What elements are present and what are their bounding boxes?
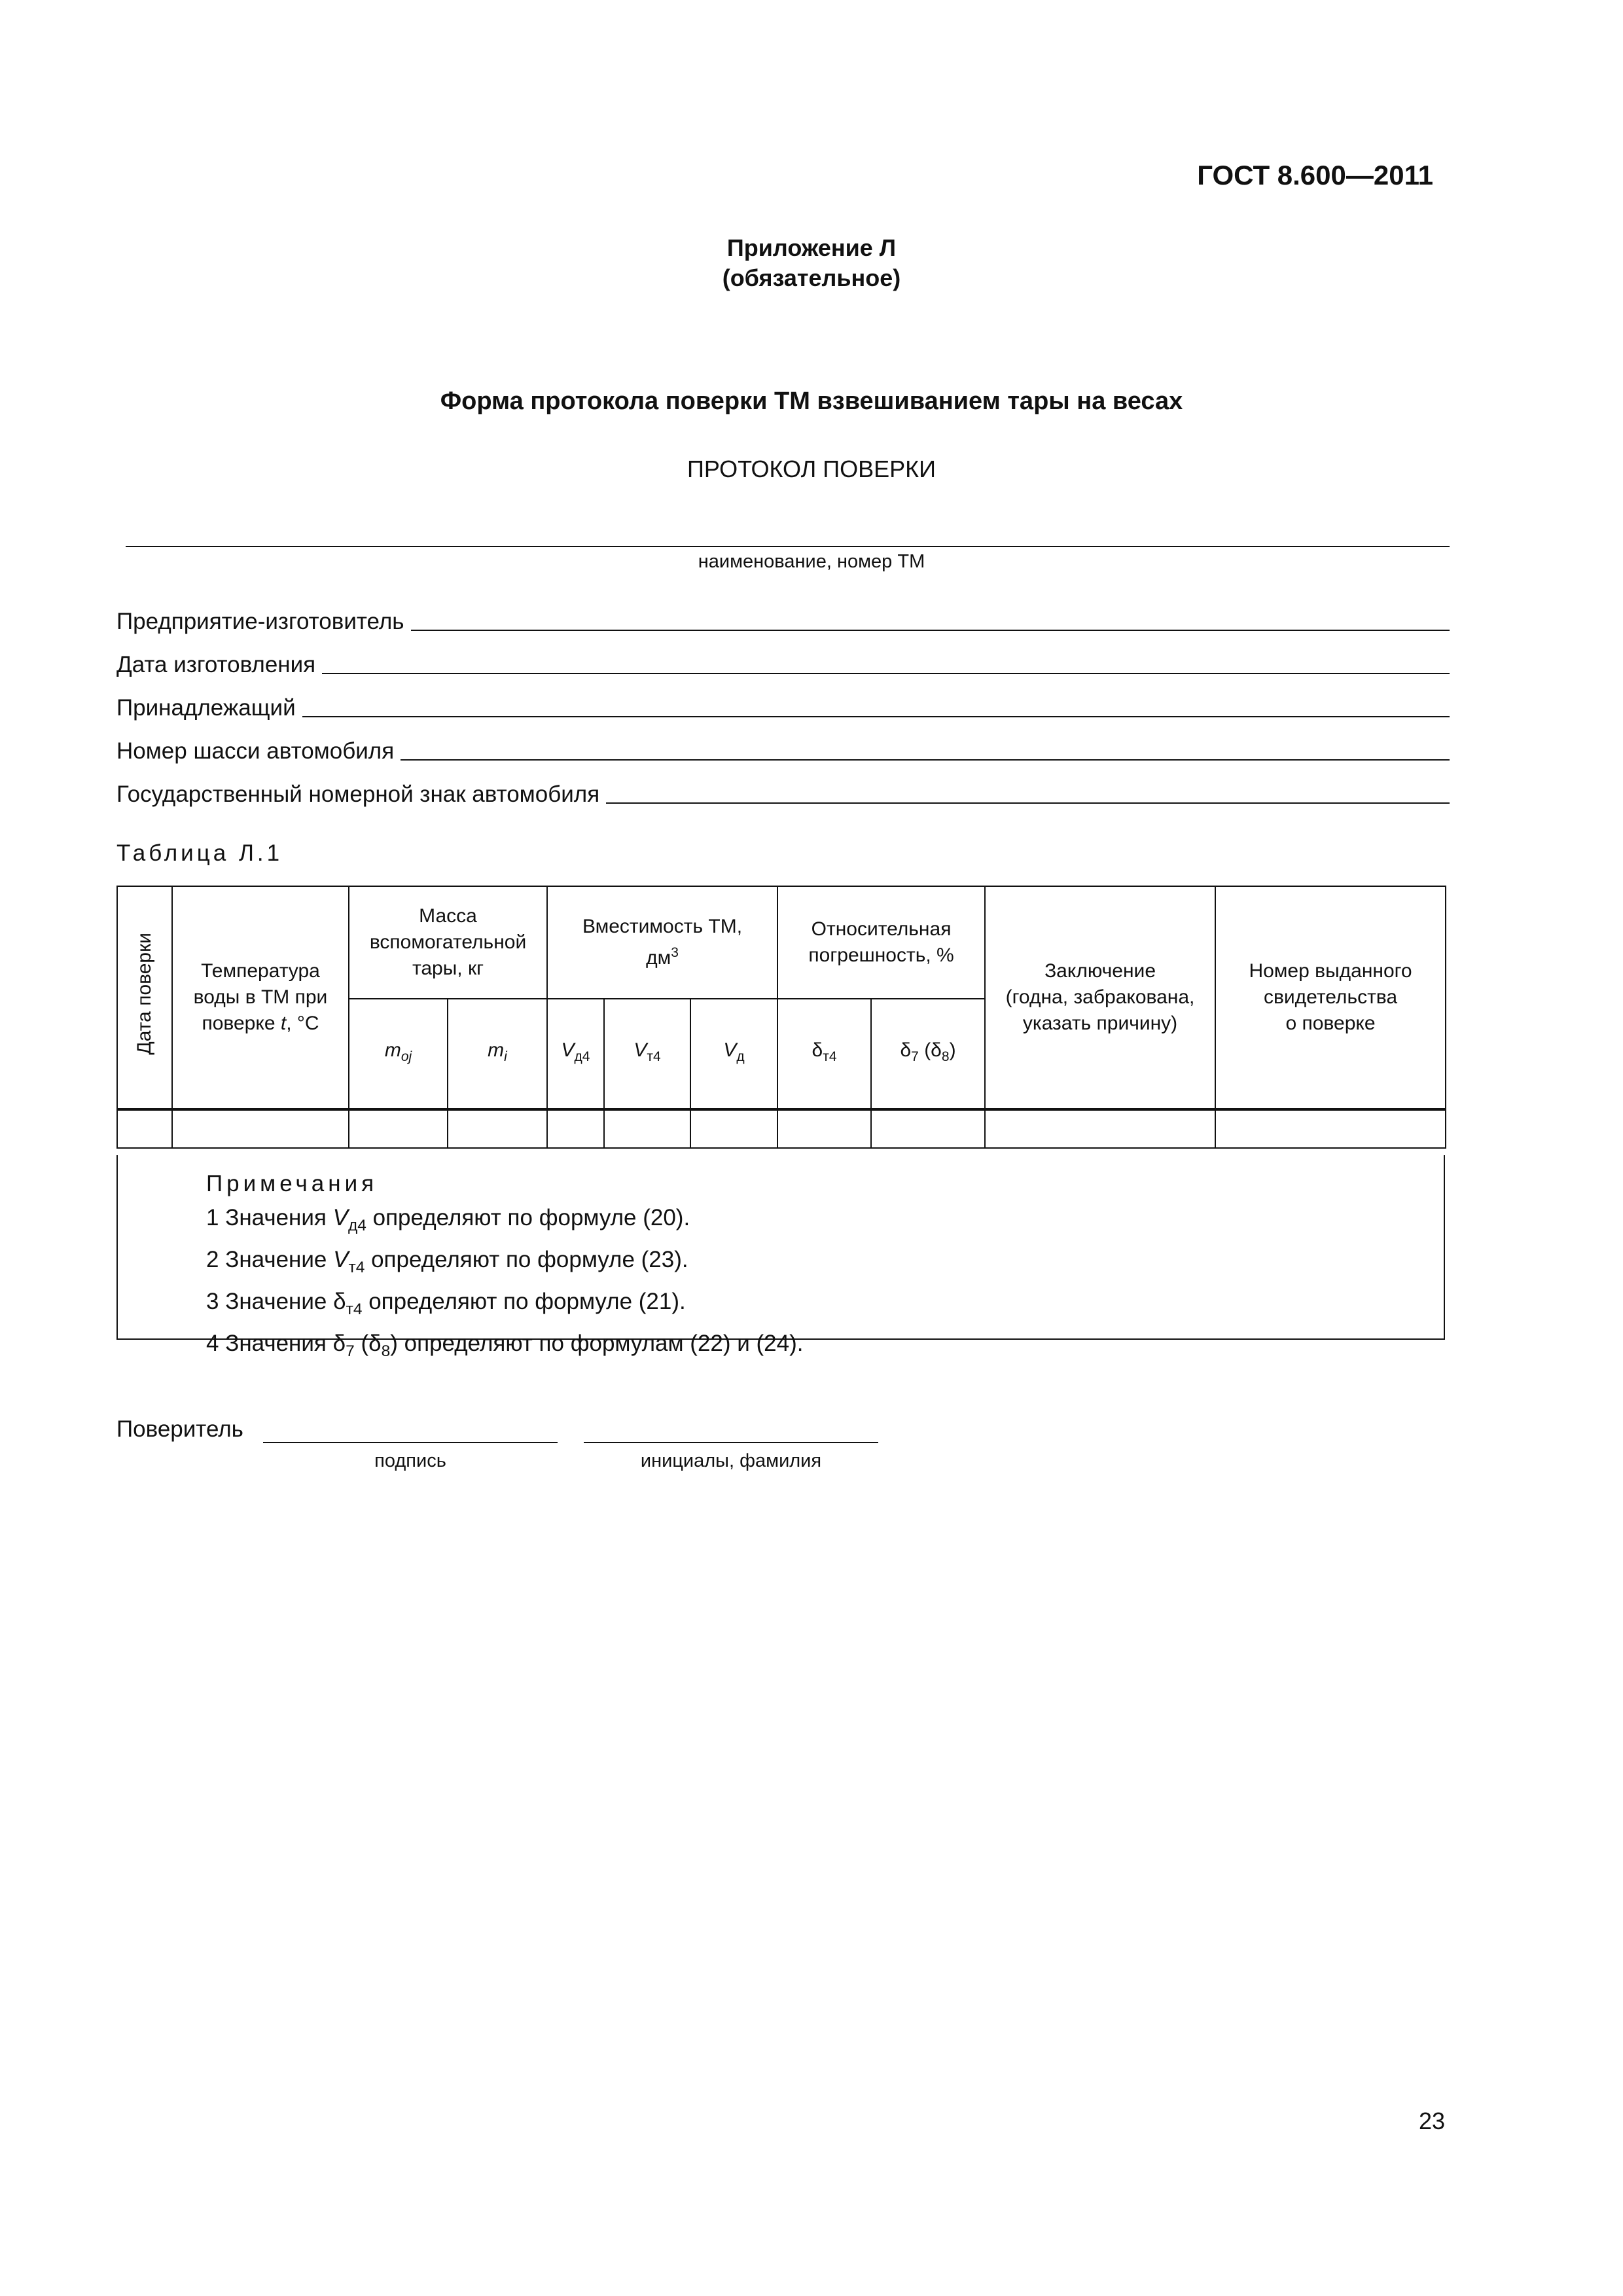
verifier-label: Поверитель	[116, 1416, 243, 1442]
field-chassis-number[interactable]	[116, 733, 1450, 764]
table-cell[interactable]	[985, 1110, 1215, 1148]
standard-number: ГОСТ 8.600—2011	[1197, 160, 1433, 190]
protocol-title: ПРОТОКОЛ ПОВЕРКИ	[687, 456, 936, 482]
header-conclusion: Заключение (годна, забракована, указать причину)	[985, 886, 1215, 1109]
tm-name-line[interactable]	[126, 546, 1450, 547]
field-line[interactable]	[411, 629, 1450, 631]
table-cell[interactable]	[604, 1110, 690, 1148]
field-label: Предприятие-изготовитель	[116, 609, 404, 634]
subheader-v-d: $V_д$	[690, 999, 777, 1109]
header-error: Относительная погрешность, %	[777, 886, 985, 999]
name-line[interactable]	[584, 1442, 878, 1443]
table-caption: Таблица Л.1	[116, 840, 283, 866]
table-cell[interactable]	[349, 1110, 448, 1148]
field-license-plate[interactable]	[116, 776, 1450, 808]
signature-caption: подпись	[374, 1450, 446, 1471]
tm-name-caption: наименование, номер ТМ	[698, 551, 925, 572]
subheader-v-t4: $V_{т4}$	[604, 999, 690, 1109]
subheader-delta-t4: $\delta_{т4}$	[777, 999, 871, 1109]
verification-table	[116, 886, 1446, 1149]
field-label: Принадлежащий	[116, 695, 296, 721]
name-caption: инициалы, фамилия	[640, 1450, 822, 1471]
field-line[interactable]	[322, 672, 1450, 674]
field-label: Дата изготовления	[116, 652, 316, 677]
table-cell[interactable]	[448, 1110, 547, 1148]
notes-box	[116, 1155, 1445, 1360]
appendix-heading	[0, 233, 1623, 293]
note-item: 2 Значение $V_{т4}$ определяют по формуле (23).	[206, 1247, 688, 1276]
notes	[206, 1167, 804, 1369]
appendix-status: (обязательное)	[722, 264, 901, 291]
subheader-delta-7-8: $\delta_7$ $(\delta_8)$	[871, 999, 985, 1109]
field-manufacture-date[interactable]	[116, 647, 1450, 678]
header-certificate: Номер выданного свидетельства о поверке	[1215, 886, 1446, 1109]
field-line[interactable]	[302, 715, 1450, 717]
page-number: 23	[1418, 2108, 1445, 2134]
field-manufacturer[interactable]	[116, 603, 1450, 635]
table-cell[interactable]	[871, 1110, 985, 1148]
header-temperature: Температура воды в ТМ при поверке t, °С	[172, 886, 349, 1109]
table-cell[interactable]	[117, 1110, 172, 1148]
table-row[interactable]	[117, 1110, 1446, 1148]
field-line[interactable]	[401, 759, 1450, 761]
note-item: 3 Значение $\delta_{т4}$ определяют по формуле (21).	[206, 1289, 686, 1318]
header-volume: Вместимость ТМ, $дм^3$	[547, 886, 777, 999]
header-mass: Масса вспомогательной тары, кг	[349, 886, 547, 999]
signature-line[interactable]	[263, 1442, 558, 1443]
subheader-m-oj: $m_{oj}$	[349, 999, 448, 1109]
header-date: Дата поверки	[117, 886, 172, 1109]
notes-heading: Примечания	[206, 1171, 378, 1196]
subheader-m-i: $m_i$	[448, 999, 547, 1109]
table-cell[interactable]	[690, 1110, 777, 1148]
field-label: Номер шасси автомобиля	[116, 738, 395, 764]
note-item: 4 Значения $\delta_7$ $(\delta_8)$ определяют по формулам (22) и (24).	[206, 1331, 804, 1360]
field-label: Государственный номерной знак автомобиля	[116, 781, 600, 807]
field-owner[interactable]	[116, 690, 1450, 721]
table-cell[interactable]	[777, 1110, 871, 1148]
table-cell[interactable]	[172, 1110, 349, 1148]
form-title: Форма протокола поверки ТМ взвешиванием тары на весах	[440, 387, 1183, 415]
table-cell[interactable]	[547, 1110, 604, 1148]
appendix-title: Приложение Л	[726, 234, 897, 261]
table-cell[interactable]	[1215, 1110, 1446, 1148]
subheader-v-d4: $V_{д4}$	[547, 999, 604, 1109]
note-item: 1 Значения $V_{д4}$ определяют по формуле (20).	[206, 1205, 690, 1234]
field-line[interactable]	[606, 802, 1450, 804]
